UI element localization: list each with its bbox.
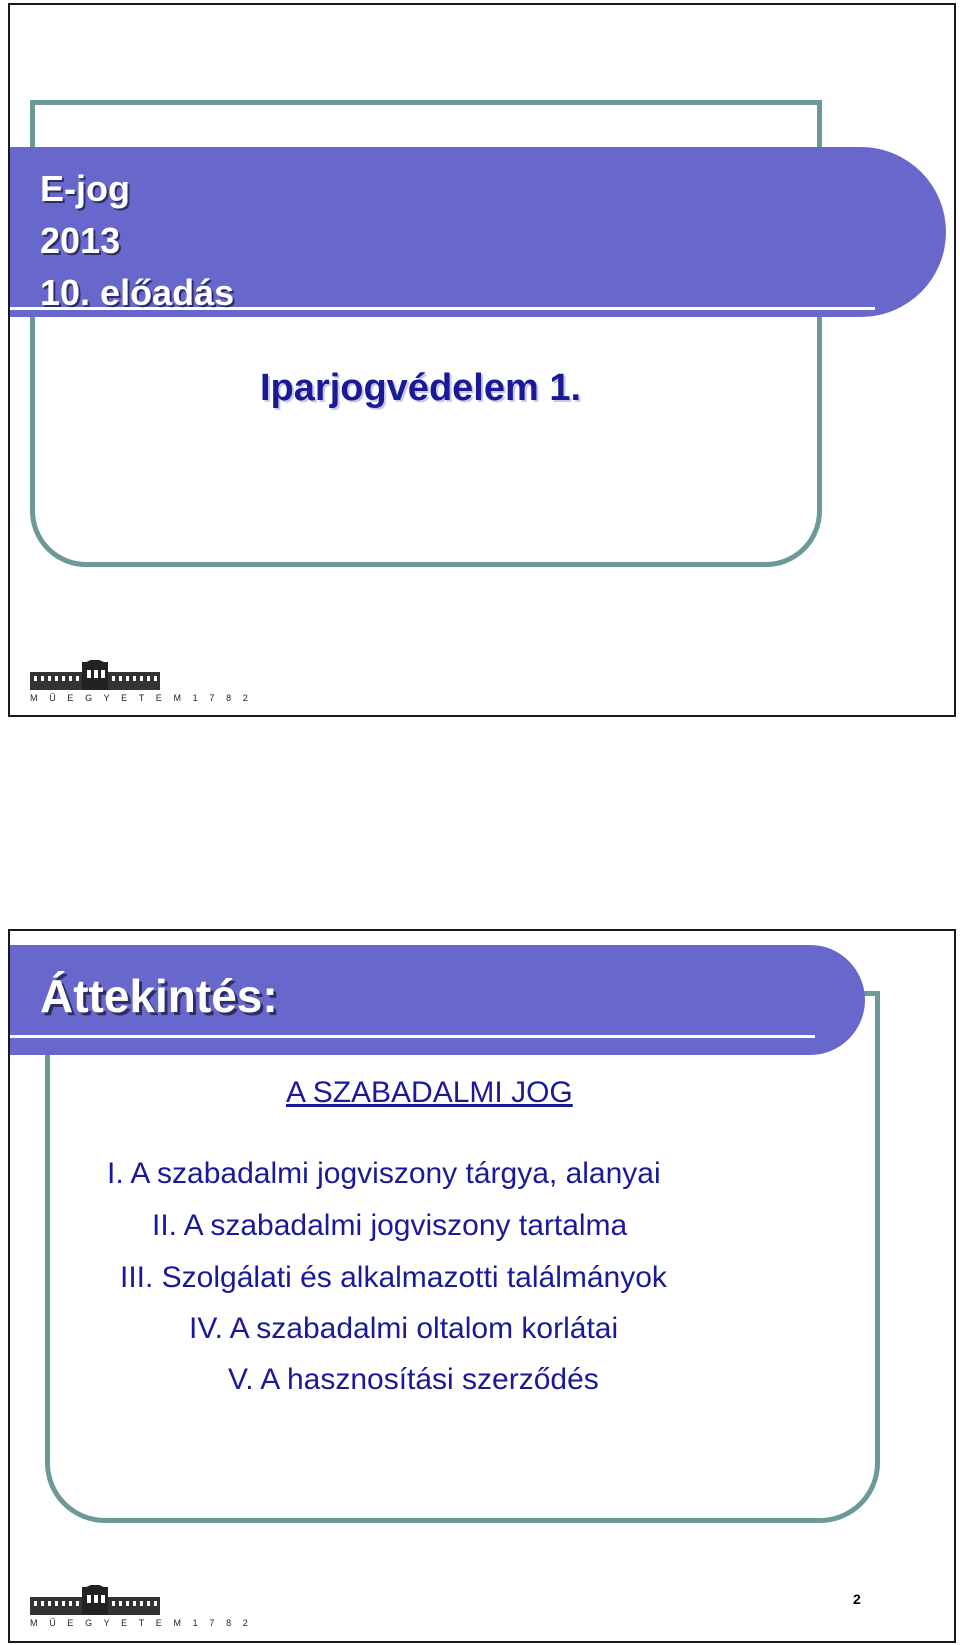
- course-year: 2013: [40, 220, 121, 261]
- lecture-number: 10. előadás: [40, 272, 235, 313]
- lecture-subtitle: Iparjogvédelem 1.: [260, 367, 582, 409]
- university-logo: [30, 660, 253, 708]
- building-icon: [30, 660, 160, 692]
- toc-item-3: III. Szolgálati és alkalmazotti találmányok: [120, 1261, 667, 1294]
- course-name: E-jog: [40, 168, 130, 209]
- logo-caption: M Ű E G Y E T E M 1 7 8 2: [30, 1618, 253, 1628]
- toc-item-2: II. A szabadalmi jogviszony tartalma: [152, 1209, 628, 1242]
- university-logo: [30, 1585, 253, 1633]
- page-number: 2: [853, 1591, 861, 1607]
- toc-item-5: V. A hasznosítási szerződés: [228, 1363, 599, 1396]
- slide-frame: [45, 991, 880, 1523]
- slide-title: Áttekintés:: [40, 970, 278, 1022]
- toc-item-4: IV. A szabadalmi oltalom korlátai: [189, 1312, 619, 1345]
- slide-2: [8, 929, 956, 1643]
- section-heading: A SZABADALMI JOG: [286, 1076, 573, 1109]
- building-icon: [30, 1585, 160, 1617]
- banner-divider: [10, 1035, 815, 1038]
- logo-caption: M Ű E G Y E T E M 1 7 8 2: [30, 693, 253, 703]
- title-block: [40, 163, 234, 319]
- toc-item-1: I. A szabadalmi jogviszony tárgya, alanyai: [107, 1157, 661, 1190]
- slide-1: [8, 3, 956, 717]
